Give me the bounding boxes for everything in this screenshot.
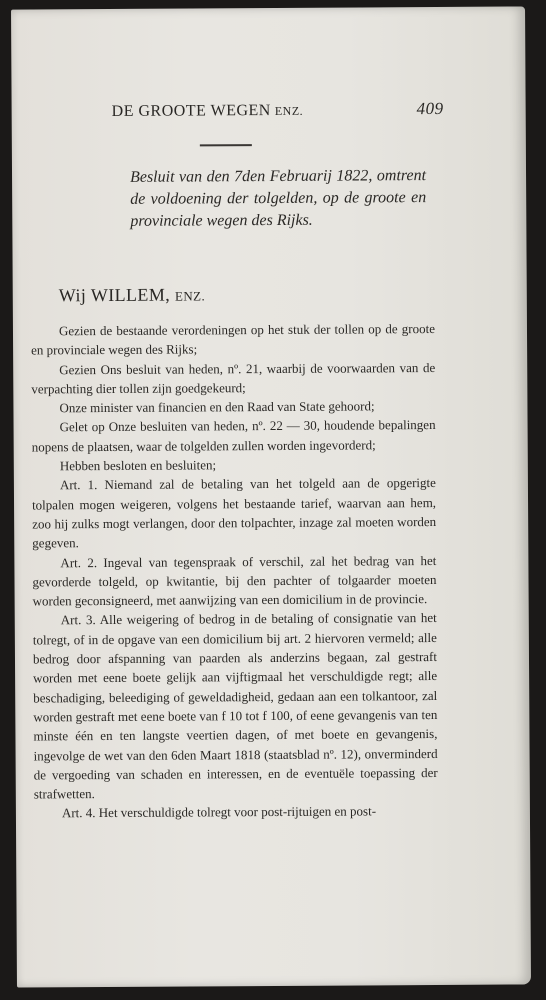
paragraph-art-2: Art. 2. Ingeval van tegenspraak of verschil, zal het bedrag van het gevorderde tolgeld, op kwitantie, bij den pachter of tolgaarder moeten worden geconsigneerd, met aanwijzing van een domicilium in de provincie. xyxy=(32,552,437,609)
salutation-name: Wij WILLEM, xyxy=(58,284,171,306)
paragraph-art-1: Art. 1. Niemand zal de betaling van het tolgeld aan de opgerigte tolpalen mogen weigeren, volgens het bestaande tarief, waarvan aan hem, zoo hij zulks mogt verlangen, door den tolpachter, inzage zal moeten worden gegeven. xyxy=(31,475,437,551)
paragraph-gelet: Gelet op Onze besluiten van heden, nº. 22 — 30, houdende bepalingen nopens de plaatsen, waar de tolgelden zullen worden ingevorderd; xyxy=(31,417,436,455)
running-head-enz: ENZ. xyxy=(274,103,304,118)
running-head-title: DE GROOTE WEGEN ENZ. xyxy=(111,101,304,120)
decree-heading: Besluit van den 7den Februarij 1822, omtrent de voldoening der tolgelden, op de groote en provinciale wegen des Rijks. xyxy=(129,167,427,230)
heading-rule xyxy=(200,144,252,146)
paragraph-art-4: Art. 4. Het verschuldigde tolregt voor post-rijtuigen en post- xyxy=(61,803,377,821)
page-number: 409 xyxy=(416,98,444,119)
running-head xyxy=(112,99,444,121)
paragraph-besloten: Hebben besloten en besluiten; xyxy=(59,457,217,474)
body-text xyxy=(31,319,438,823)
paragraph-minister: Onze minister van financien en den Raad van State gehoord; xyxy=(59,398,375,416)
paragraph-gezien-2: Gezien Ons besluit van heden, nº. 21, waarbij de voorwaarden van de verpachting dier tollen zijn goedgekeurd; xyxy=(31,359,436,397)
salutation-enz: ENZ. xyxy=(174,288,206,304)
paragraph-gezien-1: Gezien de bestaande verordeningen op het stuk der tollen op de groote en provinciale wegen des Rijks; xyxy=(31,320,436,358)
paragraph-art-3: Art. 3. Alle weigering of bedrog in de betaling of consignatie van het tolregt, of in de opgave van een domicilium bij art. 2 hiervoren vermeld; alle bedrog door afspanning van paarden als anderzins begaan, zal gestraft worden met eene boete gelijk aan vijftigmaal het verschuldigde regt; alle beschadiging, beleediging of geweldadigheid, gedaan aan een tolkantoor, zal worden gestraft met eene boete van f 10 tot f 100, of eene gevangenis van ten minste één en ten langste veertien dagen, of met boete en gevangenis, ingevolge de wet van den 6den Maart 1818 (staatsblad nº. 12), onverminderd de vergoeding van schaden en interessen, en de eventuële toepassing der strafwetten. xyxy=(32,610,438,802)
salutation xyxy=(59,284,205,306)
book-page xyxy=(11,6,531,987)
